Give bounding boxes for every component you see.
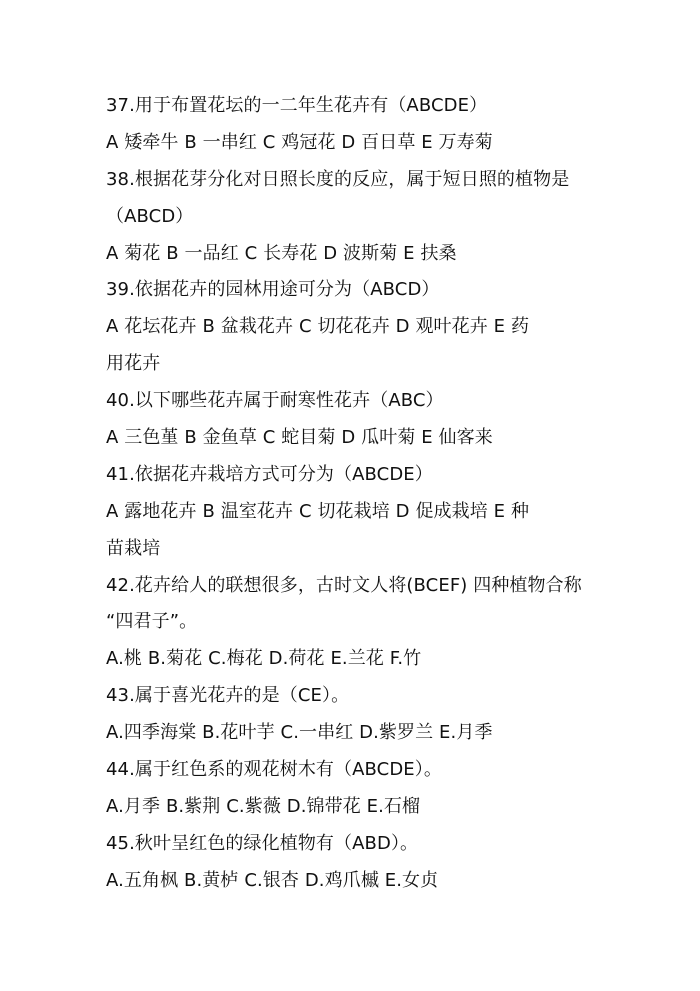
question-43-title: 43.属于喜光花卉的是（CE）。 (106, 685, 350, 707)
question-38-options: A 菊花 B 一品红 C 长寿花 D 波斯菊 E 扶桑 (106, 242, 457, 264)
question-38-title: 38.根据花芽分化对日照长度的反应，属于短日照的植物是 (106, 168, 570, 190)
question-41-options: A 露地花卉 B 温室花卉 C 切花栽培 D 促成栽培 E 种 (106, 500, 530, 522)
question-44-options: A.月季 B.紫荆 C.紫薇 D.锦带花 E.石榴 (106, 795, 421, 817)
question-37-options: A 矮牵牛 B 一串红 C 鸡冠花 D 百日草 E 万寿菊 (106, 131, 493, 153)
question-44-title: 44.属于红色系的观花树木有（ABCDE）。 (106, 759, 442, 781)
question-37-title: 37.用于布置花坛的一二年生花卉有（ABCDE） (106, 95, 488, 116)
question-42-options: A.桃 B.菊花 C.梅花 D.荷花 E.兰花 F.竹 (106, 648, 422, 670)
question-40-title: 40.以下哪些花卉属于耐寒性花卉（ABC） (106, 390, 444, 412)
question-42-title: 42.花卉给人的联想很多，古时文人将(BCEF) 四种植物合称 (106, 574, 582, 596)
question-43-options: A.四季海棠 B.花叶芋 C.一串红 D.紫罗兰 E.月季 (106, 722, 493, 744)
question-40-options: A 三色堇 B 金鱼草 C 蛇目菊 D 瓜叶菊 E 仙客来 (106, 427, 493, 449)
question-42-title-cont: “四君子”。 (106, 611, 198, 633)
question-41-options-cont: 苗栽培 (106, 537, 161, 559)
question-39-options-cont: 用花卉 (106, 353, 161, 375)
question-45-options: A.五角枫 B.黄栌 C.银杏 D.鸡爪槭 E.女贞 (106, 869, 439, 891)
question-38-title-cont: （ABCD） (106, 205, 194, 227)
question-41-title: 41.依据花卉栽培方式可分为（ABCDE） (106, 463, 433, 485)
question-45-title: 45.秋叶呈红色的绿化植物有（ABD）。 (106, 832, 419, 854)
question-39-title: 39.依据花卉的园林用途可分为（ABCD） (106, 279, 440, 301)
question-39-options: A 花坛花卉 B 盆栽花卉 C 切花花卉 D 观叶花卉 E 药 (106, 316, 530, 338)
document-page (106, 88, 606, 900)
